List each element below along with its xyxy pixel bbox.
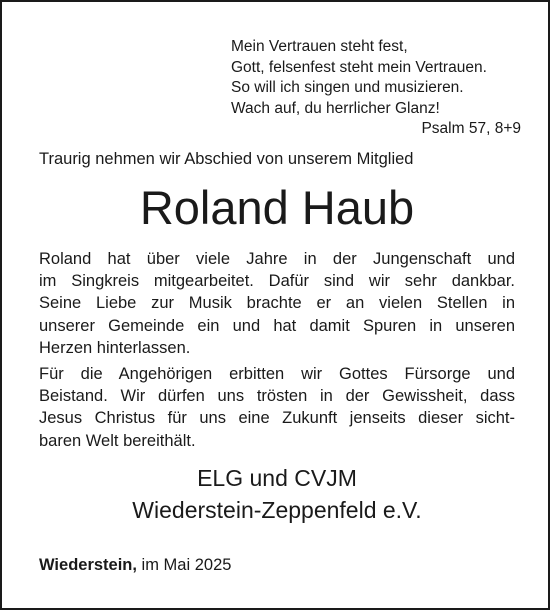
organization-line-1: ELG und CVJM [197, 465, 357, 491]
paragraph-2-line-1: Für die Angehörigen erbitten wir Gottes Fürsorge und [39, 365, 515, 384]
paragraph-1-line-5: Herzen hinterlassen. [39, 338, 191, 357]
paragraph-1-line-1: Roland hat über viele Jahre in der Jungenschaft und [39, 250, 515, 268]
paragraph-1-line-3: Seine Liebe zur Musik brachte er an vielen Stellen in [39, 294, 515, 313]
deceased-name: Roland Haub [139, 181, 415, 234]
verse-line-1: Mein Vertrauen steht fest, [231, 38, 408, 55]
place-and-date [39, 554, 231, 576]
paragraph-2-line-2: Beistand. Wir dürfen uns trösten in der Gewissheit, dass [39, 387, 515, 406]
paragraph-2-line-4: baren Welt bereithält. [39, 431, 196, 450]
verse-line-3: So will ich singen und musizieren. [231, 79, 464, 96]
verse-line-2: Gott, felsenfest steht mein Vertrauen. [231, 58, 487, 76]
intro-text: Traurig nehmen wir Abschied von unserem Mitglied [39, 150, 414, 168]
organization-signature [2, 462, 550, 526]
paragraph-1 [39, 248, 515, 359]
verse-source: Psalm 57, 8+9 [421, 120, 521, 137]
verse-line-4: Wach auf, du herrlicher Glanz! [231, 99, 440, 117]
paragraph-2-line-3: Jesus Christus für uns eine Zukunft jenseits dieser sicht- [39, 409, 515, 428]
paragraph-2 [39, 363, 515, 452]
paragraph-1-line-2: im Singkreis mitgearbeitet. Dafür sind wir sehr dankbar. [39, 272, 515, 291]
obituary-body [39, 248, 515, 456]
organization-line-2: Wiederstein-Zeppenfeld e.V. [132, 497, 422, 523]
place-name: Wiederstein, [39, 556, 137, 574]
bible-verse [231, 37, 521, 140]
paragraph-1-line-4: unserer Gemeinde ein und hat damit Spuren in unseren [39, 316, 515, 335]
date-text: im Mai 2025 [136, 556, 232, 574]
